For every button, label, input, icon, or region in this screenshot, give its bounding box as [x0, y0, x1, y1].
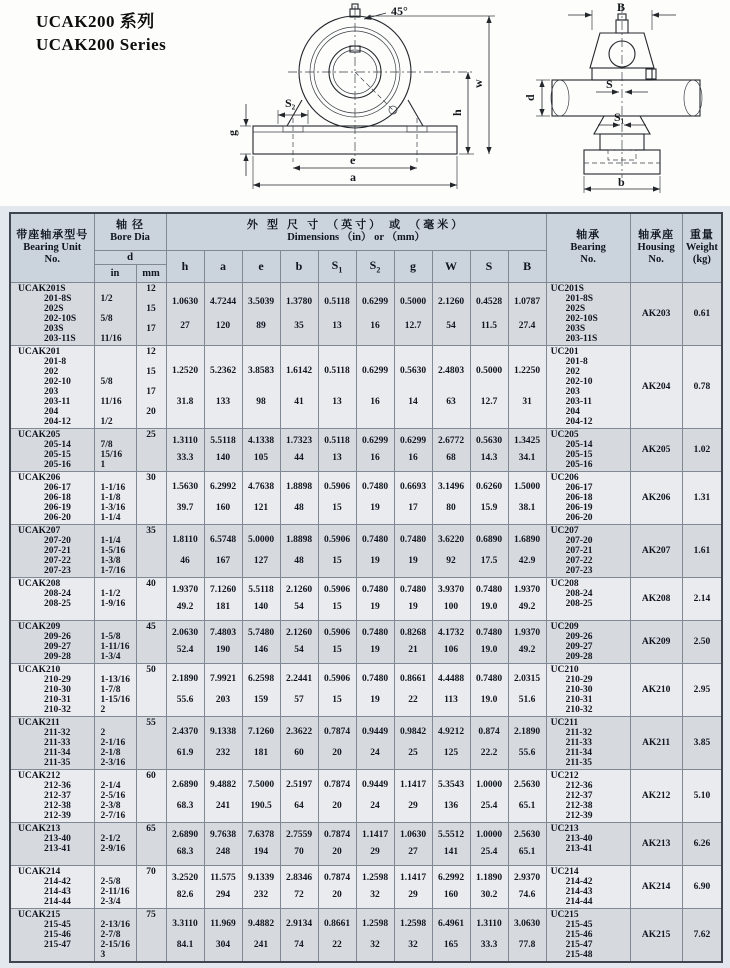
dim-s-cell: 0.6260 15.9 [470, 471, 508, 524]
dim-e-cell: 7.6378 194 [242, 822, 280, 865]
dim-a-cell: 5.5118 140 [204, 428, 242, 471]
col-header-s1: $S_1$ [318, 250, 356, 282]
dim-s2-cell: 0.7480 19 [356, 620, 394, 663]
dim-w-cell: 4.9212 125 [432, 716, 470, 769]
col-header-h: h [166, 250, 204, 282]
table-header [10, 213, 722, 282]
page-header [0, 0, 730, 206]
bore-in-cell: 1-13/16 1-7/8 1-15/16 2 [94, 663, 136, 716]
dim-b-cell: 2.7559 70 [280, 822, 318, 865]
dim-h-cell: 2.0630 52.4 [166, 620, 204, 663]
dim-a-cell: 6.5748 167 [204, 524, 242, 577]
dim-a-cell: 9.1338 232 [204, 716, 242, 769]
bore-in-cell: 1-5/8 1-11/16 1-3/4 [94, 620, 136, 663]
dim-s2-cell: 0.6299 16 [356, 282, 394, 345]
bearing-no-cell: UC211 211-32 211-33 211-34 211-35 [546, 716, 630, 769]
dim-s-cell: 1.0000 25.4 [470, 822, 508, 865]
bearing-unit-no-cell: UCAK208 208-24 208-25 [10, 577, 94, 620]
weight-value-cell: 2.50 [682, 620, 722, 663]
title-english: UCAK200 Series [36, 35, 167, 54]
weight-value-cell: 1.61 [682, 524, 722, 577]
dim-e-cell: 4.1338 105 [242, 428, 280, 471]
table-row [10, 345, 722, 428]
dim-g-cell: 0.6693 17 [394, 471, 432, 524]
dim-a-cell: 6.2992 160 [204, 471, 242, 524]
dim-w-cell: 5.3543 136 [432, 769, 470, 822]
bore-in-cell: 1-1/16 1-1/8 1-3/16 1-1/4 [94, 471, 136, 524]
bore-in-cell: 2 2-1/16 2-1/8 2-3/16 [94, 716, 136, 769]
bearing-no-cell: UC206 206-17 206-18 206-19 206-20 [546, 471, 630, 524]
dim-b-cell: 1.8898 48 [280, 471, 318, 524]
dim-s-cell: 0.6890 17.5 [470, 524, 508, 577]
title-chinese: UCAK200 系列 [36, 12, 155, 31]
dim-h-cell: 1.5630 39.7 [166, 471, 204, 524]
dim-g-cell: 0.7480 19 [394, 577, 432, 620]
dim-label-h: h [450, 109, 464, 116]
dim-a-cell: 11.575 294 [204, 865, 242, 908]
dim-b-cell: 1.0787 27.4 [508, 282, 546, 345]
dim-w-cell: 3.9370 100 [432, 577, 470, 620]
dim-g-cell: 0.8268 21 [394, 620, 432, 663]
dim-g-cell: 0.5000 12.7 [394, 282, 432, 345]
weight-value-cell: 1.31 [682, 471, 722, 524]
housing-no-cell: AK207 [630, 524, 682, 577]
dim-s1-cell: 0.5906 15 [318, 663, 356, 716]
dim-w-cell: 2.6772 68 [432, 428, 470, 471]
dim-h-cell: 3.2520 82.6 [166, 865, 204, 908]
weight-value-cell: 0.61 [682, 282, 722, 345]
dim-e-cell: 9.4882 241 [242, 908, 280, 962]
dim-b-cell: 2.2441 57 [280, 663, 318, 716]
dim-h-cell: 1.3110 33.3 [166, 428, 204, 471]
bearing-no-cell: UC215 215-45 215-46 215-47 215-48 [546, 908, 630, 962]
dim-s1-cell: 0.5118 13 [318, 428, 356, 471]
dim-e-cell: 9.1339 232 [242, 865, 280, 908]
bearing-unit-no-cell: UCAK215 215-45 215-46 215-47 [10, 908, 94, 962]
dim-g-cell: 1.1417 29 [394, 769, 432, 822]
weight-value-cell: 7.62 [682, 908, 722, 962]
dim-b-cell: 1.6890 42.9 [508, 524, 546, 577]
dim-b-cell: 2.3622 60 [280, 716, 318, 769]
dim-w-cell: 3.1496 80 [432, 471, 470, 524]
dim-e-cell: 5.0000 127 [242, 524, 280, 577]
col-header-e: e [242, 250, 280, 282]
dim-h-cell: 1.8110 46 [166, 524, 204, 577]
weight-value-cell: 6.90 [682, 865, 722, 908]
dim-s2-cell: 0.9449 24 [356, 769, 394, 822]
dim-a-cell: 7.1260 181 [204, 577, 242, 620]
weight-value-cell: 1.02 [682, 428, 722, 471]
dim-b-cell: 2.9370 74.6 [508, 865, 546, 908]
table-row [10, 663, 722, 716]
bore-mm-cell: 50 [136, 663, 166, 716]
col-header-b: b [280, 250, 318, 282]
bearing-unit-no-cell: UCAK201S 201-8S 202S 202-10S 203S 203-11S [10, 282, 94, 345]
weight-value-cell: 6.26 [682, 822, 722, 865]
table-row [10, 716, 722, 769]
bore-mm-cell: 65 [136, 822, 166, 865]
bearing-no-cell: UC214 214-42 214-43 214-44 [546, 865, 630, 908]
dimension-table [9, 212, 723, 963]
dim-b-cell: 1.6142 41 [280, 345, 318, 428]
dim-a-cell: 11.969 304 [204, 908, 242, 962]
dim-label-s2: S₂ [285, 96, 296, 110]
dim-a-cell: 7.9921 203 [204, 663, 242, 716]
dim-w-cell: 2.4803 63 [432, 345, 470, 428]
dim-b-cell: 1.9370 49.2 [508, 577, 546, 620]
weight-value-cell: 2.14 [682, 577, 722, 620]
dim-label-a: a [350, 170, 356, 184]
bore-mm-cell: 35 [136, 524, 166, 577]
dim-b-cell: 1.7323 44 [280, 428, 318, 471]
housing-no-cell: AK215 [630, 908, 682, 962]
dim-g-cell: 1.1417 29 [394, 865, 432, 908]
col-header-g: g [394, 250, 432, 282]
dim-e-cell: 7.5000 190.5 [242, 769, 280, 822]
bore-in-cell: 2-5/8 2-11/16 2-3/4 [94, 865, 136, 908]
dim-s1-cell: 0.5906 15 [318, 524, 356, 577]
dim-label-45deg: 45° [391, 4, 408, 18]
housing-no-cell: AK203 [630, 282, 682, 345]
bearing-unit-no-cell: UCAK213 213-40 213-41 [10, 822, 94, 865]
dim-g-cell: 0.8661 22 [394, 663, 432, 716]
bearing-no-cell: UC201S 201-8S 202S 202-10S 203S 203-11S [546, 282, 630, 345]
col-header-s2: $S_2$ [356, 250, 394, 282]
bore-mm-cell: 70 [136, 865, 166, 908]
dim-s1-cell: 0.7874 20 [318, 769, 356, 822]
dim-b-cell: 1.9370 49.2 [508, 620, 546, 663]
dim-label-B: B [617, 0, 626, 14]
bore-in-cell: 2-13/16 2-7/8 2-15/16 3 [94, 908, 136, 962]
bore-in-cell: 2-1/2 2-9/16 [94, 822, 136, 865]
dim-b-cell: 2.1260 54 [280, 620, 318, 663]
dim-h-cell: 2.6890 68.3 [166, 769, 204, 822]
dim-s-cell: 1.1890 30.2 [470, 865, 508, 908]
dim-s1-cell: 0.5906 15 [318, 620, 356, 663]
bearing-unit-no-cell: UCAK201 201-8 202 202-10 203 203-11 204 204-12 [10, 345, 94, 428]
dim-s2-cell: 0.7480 19 [356, 524, 394, 577]
table-row [10, 428, 722, 471]
dim-b-cell: 1.3780 35 [280, 282, 318, 345]
dim-g-cell: 1.2598 32 [394, 908, 432, 962]
col-header-d: d [94, 250, 166, 264]
dim-e-cell: 4.7638 121 [242, 471, 280, 524]
col-header-weight: 重量 Weight (kg) [682, 213, 722, 282]
dim-s2-cell: 0.6299 16 [356, 428, 394, 471]
dim-label-g: g [225, 130, 239, 136]
col-header-w: W [432, 250, 470, 282]
housing-no-cell: AK212 [630, 769, 682, 822]
col-header-cap-b: B [508, 250, 546, 282]
housing-no-cell: AK208 [630, 577, 682, 620]
dim-b-cell: 2.9134 74 [280, 908, 318, 962]
col-header-bore-dia: 轴 径 Bore Dia [94, 213, 166, 250]
page-title [36, 10, 166, 56]
dim-h-cell: 2.1890 55.6 [166, 663, 204, 716]
dim-s1-cell: 0.7874 20 [318, 822, 356, 865]
weight-value-cell: 2.95 [682, 663, 722, 716]
dim-b-cell: 2.8346 72 [280, 865, 318, 908]
dim-g-cell: 0.7480 19 [394, 524, 432, 577]
housing-no-cell: AK213 [630, 822, 682, 865]
dim-a-cell: 7.4803 190 [204, 620, 242, 663]
dim-b-cell: 3.0630 77.8 [508, 908, 546, 962]
col-header-s: S [470, 250, 508, 282]
dim-e-cell: 6.2598 159 [242, 663, 280, 716]
dim-s1-cell: 0.8661 22 [318, 908, 356, 962]
col-header-a: a [204, 250, 242, 282]
dim-s-cell: 1.0000 25.4 [470, 769, 508, 822]
table-zone [0, 206, 730, 968]
housing-no-cell: AK209 [630, 620, 682, 663]
bore-mm-cell: 25 [136, 428, 166, 471]
dim-h-cell: 2.4370 61.9 [166, 716, 204, 769]
table-row [10, 769, 722, 822]
bearing-unit-no-cell: UCAK209 209-26 209-27 209-28 [10, 620, 94, 663]
dim-h-cell: 1.9370 49.2 [166, 577, 204, 620]
front-view-drawing [225, 4, 495, 189]
dim-w-cell: 6.2992 160 [432, 865, 470, 908]
weight-value-cell: 3.85 [682, 716, 722, 769]
dim-b-cell: 2.0315 51.6 [508, 663, 546, 716]
dim-w-cell: 4.1732 106 [432, 620, 470, 663]
dim-s1-cell: 0.5118 13 [318, 345, 356, 428]
bearing-unit-no-cell: UCAK210 210-29 210-30 210-31 210-32 [10, 663, 94, 716]
dim-label-s1: S₁ [614, 110, 625, 124]
weight-value-cell: 0.78 [682, 345, 722, 428]
dim-s1-cell: 0.5118 13 [318, 282, 356, 345]
bearing-unit-no-cell: UCAK212 212-36 212-37 212-38 212-39 [10, 769, 94, 822]
col-header-bearing-no: 轴承 Bearing No. [546, 213, 630, 282]
housing-no-cell: AK211 [630, 716, 682, 769]
bearing-no-cell: UC209 209-26 209-27 209-28 [546, 620, 630, 663]
bearing-unit-no-cell: UCAK205 205-14 205-15 205-16 [10, 428, 94, 471]
table-row [10, 524, 722, 577]
dim-b-cell: 2.1260 54 [280, 577, 318, 620]
dim-label-w: w [471, 79, 485, 88]
dim-label-d: d [523, 94, 537, 101]
dim-s-cell: 1.3110 33.3 [470, 908, 508, 962]
dim-s-cell: 0.7480 19.0 [470, 577, 508, 620]
col-header-in: in [94, 264, 136, 282]
col-header-dimensions: 外 型 尺 寸 （英寸） 或 （毫米） Dimensions （in） or （mm） [166, 213, 546, 250]
bearing-unit-no-cell: UCAK207 207-20 207-21 207-22 207-23 [10, 524, 94, 577]
dim-e-cell: 5.5118 140 [242, 577, 280, 620]
bearing-no-cell: UC205 205-14 205-15 205-16 [546, 428, 630, 471]
bearing-no-cell: UC201 201-8 202 202-10 203 203-11 204 204-12 [546, 345, 630, 428]
bore-mm-cell: 60 [136, 769, 166, 822]
dim-w-cell: 2.1260 54 [432, 282, 470, 345]
dim-a-cell: 9.4882 241 [204, 769, 242, 822]
dim-e-cell: 7.1260 181 [242, 716, 280, 769]
bore-mm-cell: 12 15 17 [136, 282, 166, 345]
dim-s1-cell: 0.7874 20 [318, 865, 356, 908]
dim-s1-cell: 0.5906 15 [318, 577, 356, 620]
bearing-no-cell: UC212 212-36 212-37 212-38 212-39 [546, 769, 630, 822]
table-body [10, 282, 722, 962]
dim-b-cell: 1.8898 48 [280, 524, 318, 577]
bearing-unit-no-cell: UCAK211 211-32 211-33 211-34 211-35 [10, 716, 94, 769]
bore-in-cell: 1-1/2 1-9/16 [94, 577, 136, 620]
table-row [10, 282, 722, 345]
dim-g-cell: 1.0630 27 [394, 822, 432, 865]
table-row [10, 908, 722, 962]
dim-s1-cell: 0.5906 15 [318, 471, 356, 524]
dim-s2-cell: 0.7480 19 [356, 471, 394, 524]
table-row [10, 577, 722, 620]
dim-b-cell: 2.1890 55.6 [508, 716, 546, 769]
dim-h-cell: 2.6890 68.3 [166, 822, 204, 865]
dim-b-cell: 1.2250 31 [508, 345, 546, 428]
dim-g-cell: 0.6299 16 [394, 428, 432, 471]
bore-mm-cell: 40 [136, 577, 166, 620]
dim-h-cell: 3.3110 84.1 [166, 908, 204, 962]
dim-s-cell: 0.874 22.2 [470, 716, 508, 769]
dim-w-cell: 4.4488 113 [432, 663, 470, 716]
bearing-no-cell: UC213 213-40 213-41 [546, 822, 630, 865]
bore-mm-cell: 55 [136, 716, 166, 769]
dim-s-cell: 0.4528 11.5 [470, 282, 508, 345]
dim-e-cell: 5.7480 146 [242, 620, 280, 663]
bearing-no-cell: UC207 207-20 207-21 207-22 207-23 [546, 524, 630, 577]
bore-in-cell: 5/8 11/16 1/2 [94, 345, 136, 428]
dim-w-cell: 6.4961 165 [432, 908, 470, 962]
dim-s2-cell: 1.2598 32 [356, 865, 394, 908]
housing-no-cell: AK210 [630, 663, 682, 716]
table-row [10, 620, 722, 663]
dim-s2-cell: 0.6299 16 [356, 345, 394, 428]
dim-a-cell: 4.7244 120 [204, 282, 242, 345]
dim-a-cell: 5.2362 133 [204, 345, 242, 428]
side-view-drawing [523, 0, 702, 193]
dim-s2-cell: 0.7480 19 [356, 663, 394, 716]
table-row [10, 865, 722, 908]
dim-b-cell: 2.5630 65.1 [508, 822, 546, 865]
dim-s2-cell: 0.7480 19 [356, 577, 394, 620]
dim-b-cell: 2.5197 64 [280, 769, 318, 822]
dim-a-cell: 9.7638 248 [204, 822, 242, 865]
dim-label-S: S [606, 77, 613, 91]
dim-g-cell: 0.5630 14 [394, 345, 432, 428]
dim-h-cell: 1.0630 27 [166, 282, 204, 345]
dim-s2-cell: 0.9449 24 [356, 716, 394, 769]
bore-in-cell: 7/8 15/16 1 [94, 428, 136, 471]
dim-b-cell: 2.5630 65.1 [508, 769, 546, 822]
dim-b-cell: 1.5000 38.1 [508, 471, 546, 524]
dim-s1-cell: 0.7874 20 [318, 716, 356, 769]
dim-w-cell: 5.5512 141 [432, 822, 470, 865]
dim-label-b: b [618, 175, 625, 189]
dim-s-cell: 0.7480 19.0 [470, 663, 508, 716]
dim-w-cell: 3.6220 92 [432, 524, 470, 577]
table-row [10, 471, 722, 524]
dim-s-cell: 0.5000 12.7 [470, 345, 508, 428]
bore-mm-cell: 12 15 17 20 [136, 345, 166, 428]
dim-s-cell: 0.5630 14.3 [470, 428, 508, 471]
bearing-unit-no-cell: UCAK206 206-17 206-18 206-19 206-20 [10, 471, 94, 524]
bore-mm-cell: 75 [136, 908, 166, 962]
bore-mm-cell: 45 [136, 620, 166, 663]
housing-no-cell: AK214 [630, 865, 682, 908]
col-header-mm: mm [136, 264, 166, 282]
bearing-no-cell: UC208 208-24 208-25 [546, 577, 630, 620]
housing-no-cell: AK206 [630, 471, 682, 524]
col-header-housing-no: 轴承座 Housing No. [630, 213, 682, 282]
dim-s-cell: 0.7480 19.0 [470, 620, 508, 663]
dim-h-cell: 1.2520 31.8 [166, 345, 204, 428]
dim-label-e: e [350, 153, 356, 167]
bore-in-cell: 2-1/4 2-5/16 2-3/8 2-7/16 [94, 769, 136, 822]
dim-e-cell: 3.5039 89 [242, 282, 280, 345]
dim-s2-cell: 1.2598 32 [356, 908, 394, 962]
dim-s2-cell: 1.1417 29 [356, 822, 394, 865]
dim-e-cell: 3.8583 98 [242, 345, 280, 428]
col-header-bearing-unit: 带座轴承型号 Bearing Unit No. [10, 213, 94, 282]
weight-value-cell: 5.10 [682, 769, 722, 822]
bearing-unit-no-cell: UCAK214 214-42 214-43 214-44 [10, 865, 94, 908]
dim-g-cell: 0.9842 25 [394, 716, 432, 769]
table-row [10, 822, 722, 865]
dim-b-cell: 1.3425 34.1 [508, 428, 546, 471]
bore-in-cell: 1/2 5/8 11/16 [94, 282, 136, 345]
housing-no-cell: AK204 [630, 345, 682, 428]
bearing-no-cell: UC210 210-29 210-30 210-31 210-32 [546, 663, 630, 716]
bore-mm-cell: 30 [136, 471, 166, 524]
housing-no-cell: AK205 [630, 428, 682, 471]
bore-in-cell: 1-1/4 1-5/16 1-3/8 1-7/16 [94, 524, 136, 577]
